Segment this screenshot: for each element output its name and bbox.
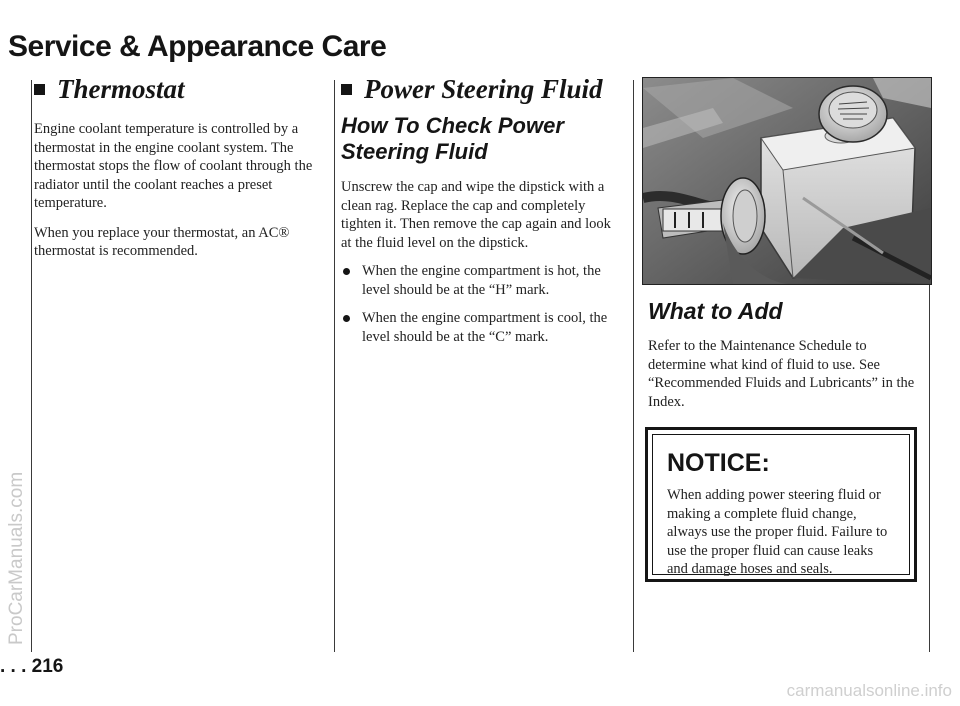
what-to-add-heading: What to Add <box>648 298 783 324</box>
column-divider-middle <box>334 80 335 652</box>
list-item: When the engine compartment is cool, the level should be at the “C” mark. <box>341 309 631 346</box>
bullet-dot-icon <box>343 268 350 275</box>
power-steering-paragraph: Unscrew the cap and wipe the dipstick with a clean rag. Replace the cap and completely tighten it. Then remove the cap again and look at the fluid level on the dipstick. <box>341 179 611 251</box>
what-to-add-section <box>648 298 928 411</box>
section-bullet-icon <box>34 84 45 95</box>
list-item: When the engine compartment is hot, the level should be at the “H” mark. <box>341 262 631 299</box>
notice-text: When adding power steering fluid or making a complete fluid change, always use the proper fluid. Failure to use the proper fluid can cause leaks and damage hoses and seals. <box>667 487 888 577</box>
notice-inner-border <box>652 434 910 575</box>
power-steering-heading: Power Steering Fluid <box>341 74 631 105</box>
side-watermark: ProCarManuals.com <box>6 471 27 645</box>
what-to-add-paragraph: Refer to the Maintenance Schedule to determine what kind of fluid to use. See “Recommended Fluids and Lubricants” in the Index. <box>648 338 915 410</box>
power-steering-section <box>341 74 631 346</box>
section-bullet-icon <box>341 84 352 95</box>
thermostat-paragraph-2: When you replace your thermostat, an AC® thermostat is recommended. <box>34 224 290 259</box>
fluid-level-list <box>341 262 631 346</box>
column-divider-left <box>31 80 32 652</box>
engine-illustration <box>643 78 931 284</box>
how-to-check-subheading: How To Check Power Steering Fluid <box>341 113 564 164</box>
notice-box <box>645 427 917 582</box>
notice-title: NOTICE: <box>667 449 770 477</box>
page-title: Service & Appearance Care <box>8 30 387 63</box>
thermostat-heading: Thermostat <box>34 74 324 105</box>
footer-watermark: carmanualsonline.info <box>786 681 952 700</box>
page-number: . . . 216 <box>0 656 64 677</box>
thermostat-paragraph-1: Engine coolant temperature is controlled by a thermostat in the engine coolant system. The thermostat stops the flow of coolant through the radiator until the coolant reaches a preset temperature. <box>34 121 313 211</box>
bullet-dot-icon <box>343 315 350 322</box>
column-divider-right <box>633 80 634 652</box>
power-steering-reservoir-photo <box>642 77 932 285</box>
thermostat-section <box>34 74 324 261</box>
